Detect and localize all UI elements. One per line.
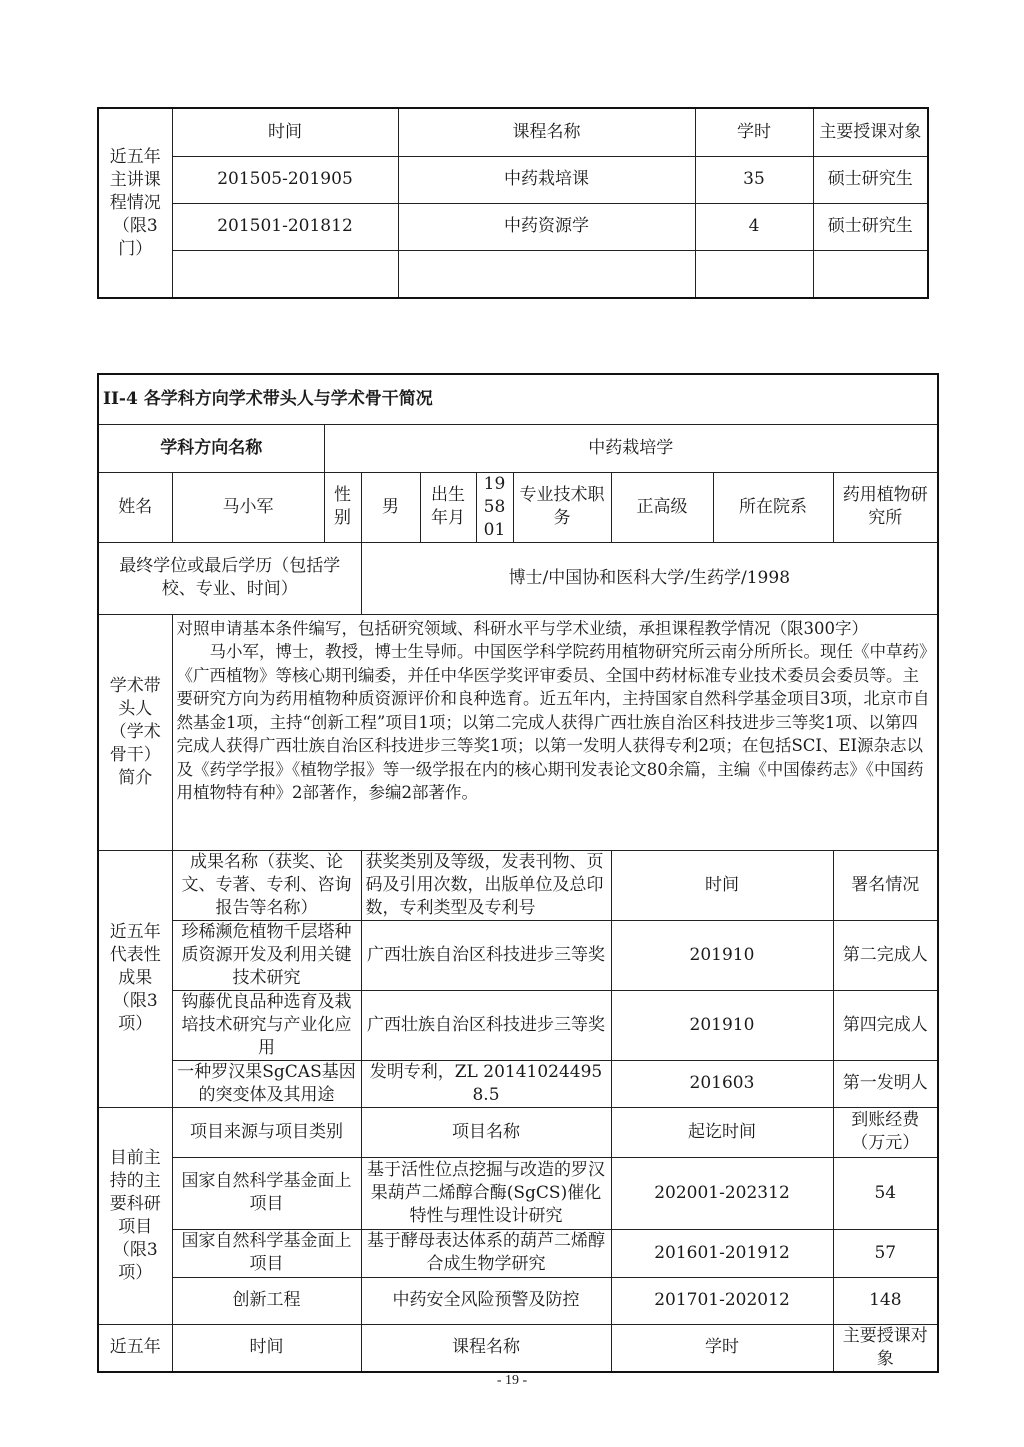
leader-profile-table [97, 373, 939, 1373]
bio-cell [172, 614, 938, 850]
cell-time: 201505-201905 [172, 156, 398, 203]
proj-header-funds: 到账经费（万元） [833, 1107, 938, 1157]
ach-type: 广西壮族自治区科技进步三等奖 [361, 920, 611, 990]
courses-table-top [97, 107, 929, 299]
dept-value: 药用植物研究所 [833, 472, 938, 542]
birth-label: 出生年月 [420, 472, 476, 542]
proj-period: 201601-201912 [611, 1229, 833, 1277]
table-row [98, 1060, 938, 1107]
birth-value: 195801 [476, 472, 513, 542]
courses-row-label: 近五年主讲课程情况（限3门） [98, 108, 172, 298]
ach-header-sign: 署名情况 [833, 850, 938, 920]
discipline-label: 学科方向名称 [98, 424, 324, 472]
ach-sign: 第二完成人 [833, 920, 938, 990]
proj-source: 国家自然科学基金面上项目 [172, 1157, 361, 1229]
table-row [98, 250, 928, 298]
section-title: II-4 各学科方向学术带头人与学术骨干简况 [98, 374, 938, 424]
table-row [98, 203, 928, 250]
table-row [98, 1157, 938, 1229]
cell-audience: 硕士研究生 [813, 203, 928, 250]
title-value: 正高级 [611, 472, 713, 542]
dept-label: 所在院系 [713, 472, 833, 542]
cell-audience [813, 250, 928, 298]
proj-period: 202001-202312 [611, 1157, 833, 1229]
cell-course: 中药栽培课 [398, 156, 695, 203]
cell-hours [695, 250, 813, 298]
bio-instruction: 对照申请基本条件编写，包括研究领域、科研水平与学术业绩，承担课程教学情况（限300字） [176, 618, 868, 638]
degree-label: 最终学位或最后学历（包括学校、专业、时间） [98, 542, 361, 614]
courses-label: 近五年 [98, 1324, 172, 1372]
course-header-audience: 主要授课对象 [833, 1324, 938, 1372]
course-header-time: 时间 [172, 1324, 361, 1372]
proj-name: 中药安全风险预警及防控 [361, 1277, 611, 1324]
proj-name: 基于活性位点挖掘与改造的罗汉果葫芦二烯醇合酶(SgCS)催化特性与理性设计研究 [361, 1157, 611, 1229]
proj-funds: 148 [833, 1277, 938, 1324]
ach-time: 201910 [611, 920, 833, 990]
proj-source: 创新工程 [172, 1277, 361, 1324]
cell-time [172, 250, 398, 298]
name-value: 马小军 [172, 472, 324, 542]
cell-hours: 4 [695, 203, 813, 250]
proj-funds: 54 [833, 1157, 938, 1229]
ach-sign: 第四完成人 [833, 990, 938, 1060]
ach-sign: 第一发明人 [833, 1060, 938, 1107]
ach-type: 发明专利，ZL 201410244958.5 [361, 1060, 611, 1107]
projects-label: 目前主持的主要科研项目（限3项） [98, 1107, 172, 1324]
gender-value: 男 [361, 472, 420, 542]
ach-header-name: 成果名称（获奖、论文、专著、专利、咨询报告等名称） [172, 850, 361, 920]
header-time: 时间 [172, 108, 398, 156]
table-row [98, 990, 938, 1060]
name-label: 姓名 [98, 472, 172, 542]
degree-value: 博士/中国协和医科大学/生药学/1998 [361, 542, 938, 614]
title-label: 专业技术职 务 [513, 472, 611, 542]
ach-name: 珍稀濒危植物千层塔种质资源开发及利用关键技术研究 [172, 920, 361, 990]
cell-course: 中药资源学 [398, 203, 695, 250]
cell-course [398, 250, 695, 298]
bio-text: 马小军，博士，教授，博士生导师。中国医学科学院药用植物研究所云南分所所长。现任《中草药》《广西植物》等核心期刊编委，并任中华医学奖评审委员、全国中药材标准专业技术委员会委员等。主要研究方向为药用植物种质资源评价和良种选育。近五年内，主持国家自然科学基金项目3项，北京市自然基金1项，主持“创新工程”项目1项；以第二完成人获得广西壮族自治区科技进步三等奖1项、以第四完成人获得广西壮族自治区科技进步三等奖1项；以第一发明人获得专利2项；在包括SCI、EI源杂志以及《药学学报》《植物学报》等一级学报在内的核心期刊发表论文80余篇，主编《中国傣药志》《中国药用植物特有种》2部著作，参编2部著作。 [176, 642, 930, 802]
proj-period: 201701-202012 [611, 1277, 833, 1324]
header-audience: 主要授课对象 [813, 108, 928, 156]
table-row [98, 1229, 938, 1277]
ach-time: 201910 [611, 990, 833, 1060]
cell-time: 201501-201812 [172, 203, 398, 250]
ach-header-type: 获奖类别及等级，发表刊物、页码及引用次数，出版单位及总印数，专利类型及专利号 [361, 850, 611, 920]
achievements-label: 近五年代表性成果（限3项） [98, 850, 172, 1107]
bio-label: 学术带头人（学术骨干）简介 [98, 614, 172, 850]
discipline-value: 中药栽培学 [324, 424, 938, 472]
table-row [98, 156, 928, 203]
proj-name: 基于酵母表达体系的葫芦二烯醇合成生物学研究 [361, 1229, 611, 1277]
header-hours: 学时 [695, 108, 813, 156]
page-number: - 19 - [496, 1373, 528, 1388]
cell-audience: 硕士研究生 [813, 156, 928, 203]
cell-hours: 35 [695, 156, 813, 203]
header-course: 课程名称 [398, 108, 695, 156]
ach-name: 钩藤优良品种选育及栽培技术研究与产业化应用 [172, 990, 361, 1060]
gender-label: 性别 [324, 472, 361, 542]
ach-name: 一种罗汉果SgCAS基因的突变体及其用途 [172, 1060, 361, 1107]
proj-source: 国家自然科学基金面上项目 [172, 1229, 361, 1277]
proj-header-source: 项目来源与项目类别 [172, 1107, 361, 1157]
course-header-name: 课程名称 [361, 1324, 611, 1372]
table-row [98, 1277, 938, 1324]
table-row [98, 920, 938, 990]
proj-funds: 57 [833, 1229, 938, 1277]
ach-header-time: 时间 [611, 850, 833, 920]
ach-type: 广西壮族自治区科技进步三等奖 [361, 990, 611, 1060]
ach-time: 201603 [611, 1060, 833, 1107]
proj-header-name: 项目名称 [361, 1107, 611, 1157]
course-header-hours: 学时 [611, 1324, 833, 1372]
proj-header-period: 起讫时间 [611, 1107, 833, 1157]
